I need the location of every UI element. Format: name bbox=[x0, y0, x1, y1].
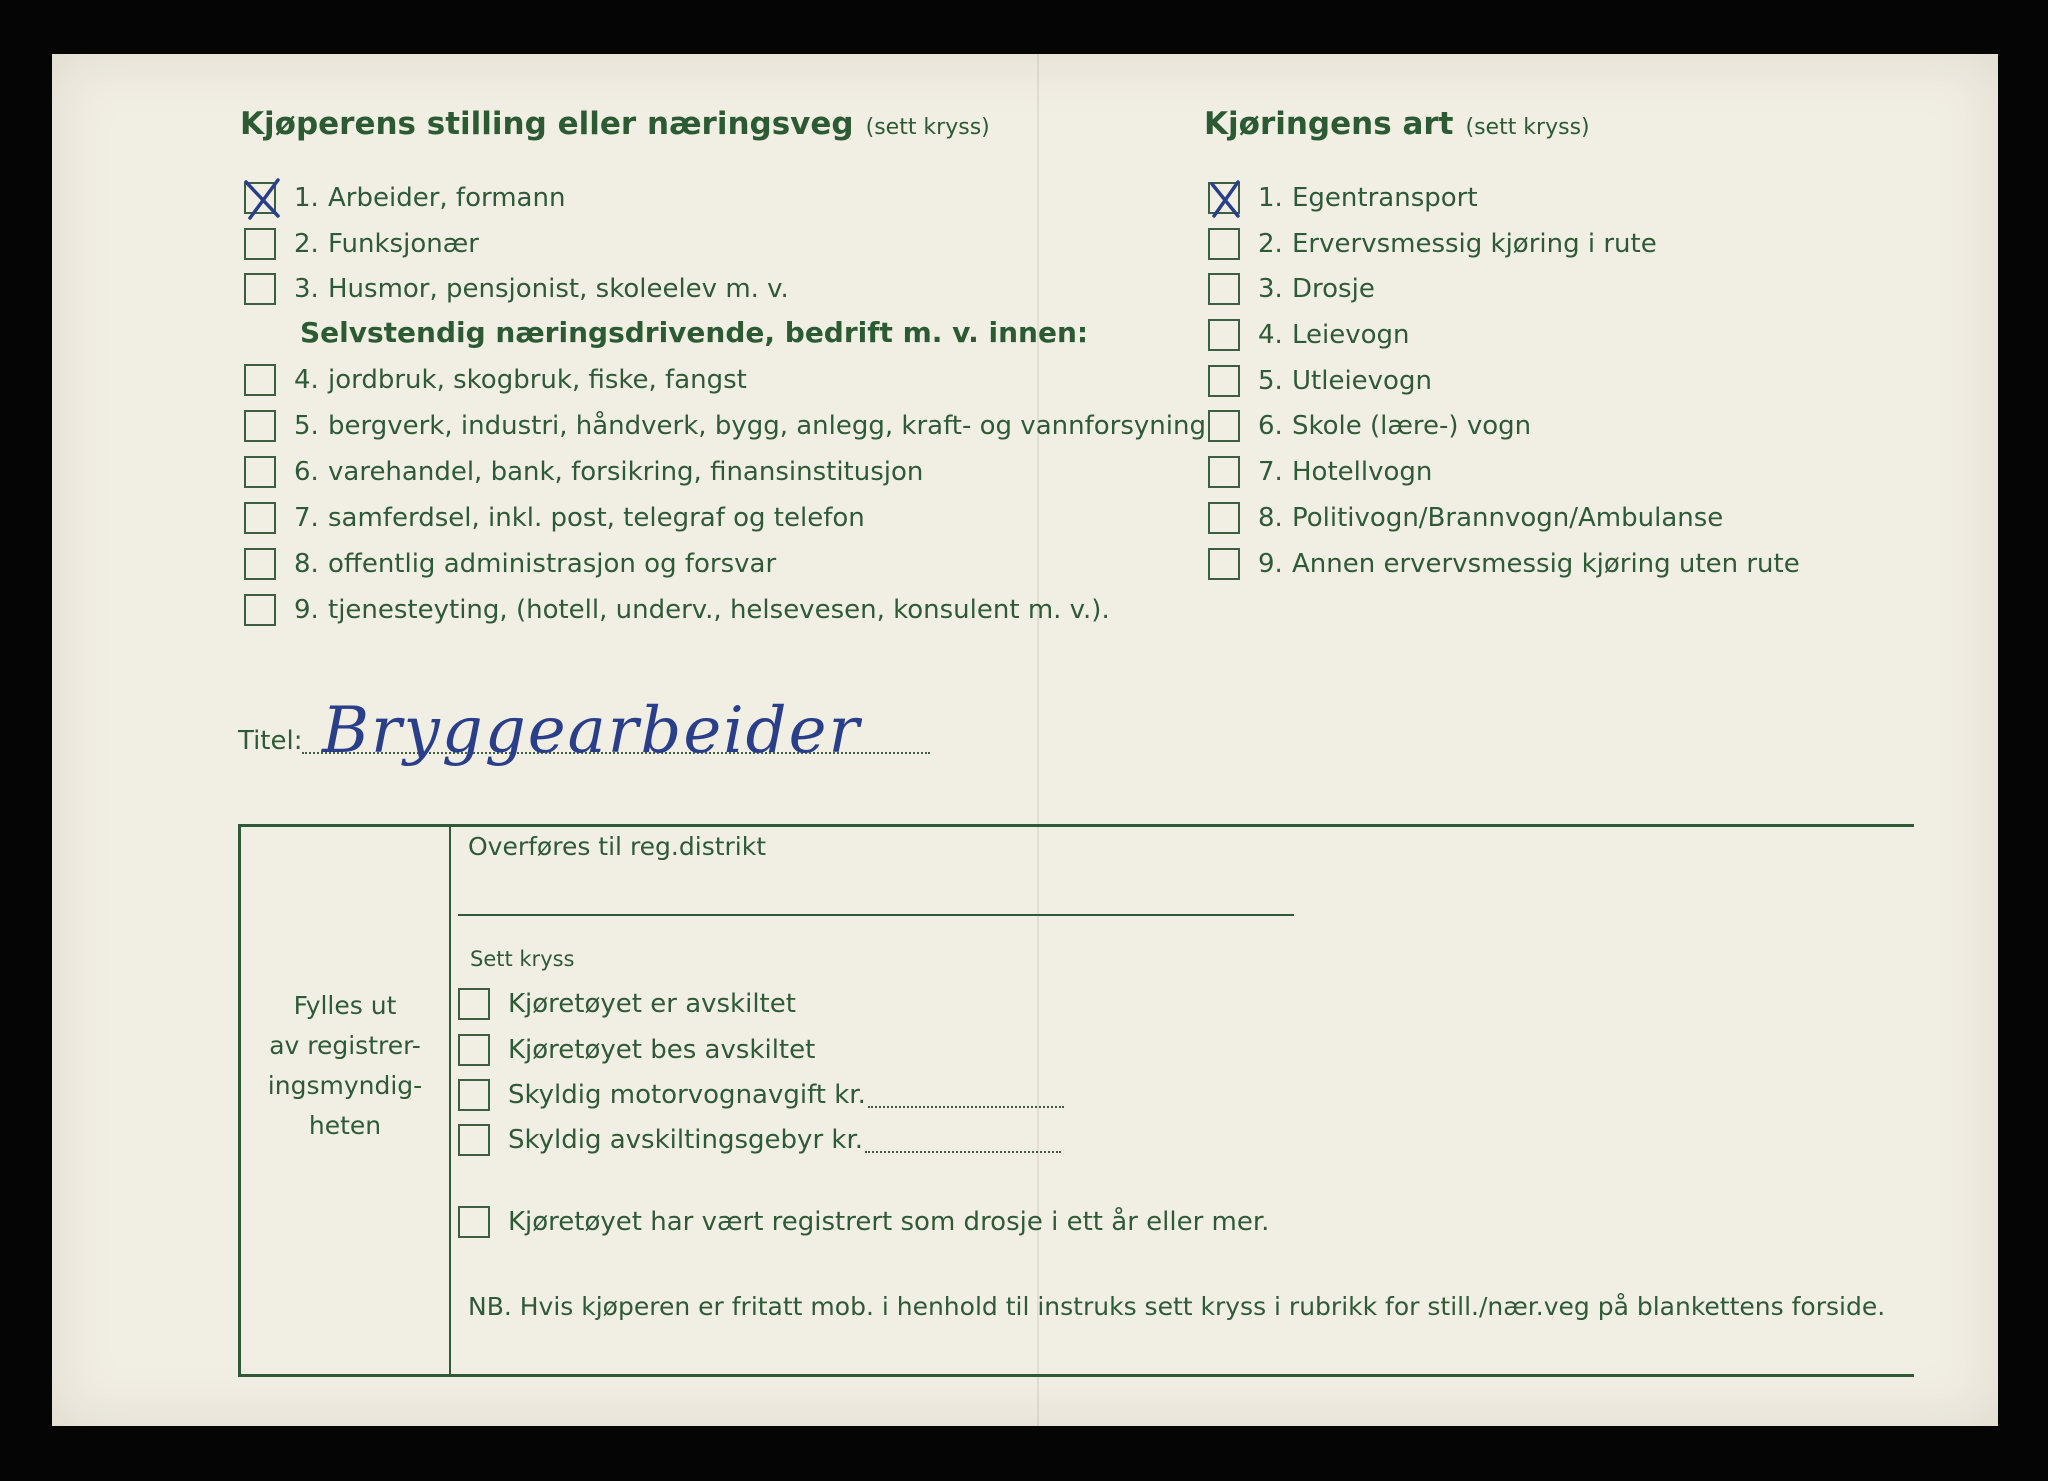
left-title-text: Kjøperens stilling eller næringsveg bbox=[240, 106, 854, 142]
titel-handwritten-value[interactable]: Bryggearbeider bbox=[322, 694, 862, 768]
registry-side-label bbox=[242, 986, 448, 1146]
checkbox[interactable] bbox=[244, 594, 276, 626]
item-number: 6. bbox=[1258, 411, 1283, 441]
box-divider bbox=[449, 824, 451, 1377]
amount-dotted-line[interactable] bbox=[865, 1127, 1061, 1153]
checkbox[interactable] bbox=[244, 182, 276, 214]
checkbox[interactable] bbox=[1208, 319, 1240, 351]
item-number: 5. bbox=[294, 411, 319, 441]
item-number: 9. bbox=[294, 595, 319, 625]
item-label: Skyldig motorvognavgift kr. bbox=[508, 1080, 866, 1110]
checkbox[interactable] bbox=[458, 1124, 490, 1156]
item-number: 8. bbox=[294, 549, 319, 579]
item-label: Leievogn bbox=[1292, 320, 1410, 350]
item-label: Kjøretøyet er avskiltet bbox=[508, 989, 796, 1019]
side-label-line: Fylles ut bbox=[293, 991, 397, 1020]
right-item-5[interactable] bbox=[1208, 361, 1432, 401]
item-label: tjenesteyting, (hotell, underv., helsevesen, konsulent m. v.). bbox=[328, 595, 1110, 625]
left-item-7[interactable] bbox=[244, 498, 865, 538]
checkbox[interactable] bbox=[1208, 456, 1240, 488]
checkbox[interactable] bbox=[1208, 410, 1240, 442]
checkbox[interactable] bbox=[458, 988, 490, 1020]
checkbox[interactable] bbox=[244, 273, 276, 305]
transfer-line[interactable] bbox=[458, 914, 1294, 916]
item-number: 4. bbox=[294, 365, 319, 395]
left-item-4[interactable] bbox=[244, 360, 747, 400]
cross-mark-icon bbox=[1204, 176, 1248, 220]
item-number: 3. bbox=[1258, 274, 1283, 304]
left-section-title bbox=[240, 106, 990, 142]
item-number: 6. bbox=[294, 457, 319, 487]
checkbox[interactable] bbox=[458, 1206, 490, 1238]
check-drosje[interactable] bbox=[458, 1202, 1269, 1242]
item-label: Politivogn/Brannvogn/Ambulanse bbox=[1292, 503, 1724, 533]
item-number: 2. bbox=[294, 229, 319, 259]
amount-dotted-line[interactable] bbox=[868, 1082, 1064, 1108]
right-title-text: Kjøringens art bbox=[1204, 106, 1454, 142]
right-item-4[interactable] bbox=[1208, 315, 1410, 355]
left-item-3[interactable] bbox=[244, 269, 789, 309]
right-item-2[interactable] bbox=[1208, 224, 1657, 264]
nb-note: NB. Hvis kjøperen er fritatt mob. i henhold til instruks sett kryss i rubrikk for still./nær.veg på blankettens forside. bbox=[468, 1292, 1886, 1321]
right-item-1[interactable] bbox=[1208, 178, 1478, 218]
right-item-3[interactable] bbox=[1208, 269, 1375, 309]
check-motorvognavgift[interactable] bbox=[458, 1075, 1064, 1115]
left-item-2[interactable] bbox=[244, 224, 479, 264]
item-label: Egentransport bbox=[1292, 183, 1478, 213]
item-number: 3. bbox=[294, 274, 319, 304]
item-label: Skole (lære-) vogn bbox=[1292, 411, 1532, 441]
item-label: Skyldig avskiltingsgebyr kr. bbox=[508, 1125, 864, 1155]
left-item-8[interactable] bbox=[244, 544, 776, 584]
item-label: Annen ervervsmessig kjøring uten rute bbox=[1292, 549, 1800, 579]
form-sheet bbox=[52, 54, 1998, 1426]
checkbox[interactable] bbox=[1208, 273, 1240, 305]
right-item-6[interactable] bbox=[1208, 406, 1531, 446]
item-label: Funksjonær bbox=[328, 229, 479, 259]
item-label: varehandel, bank, forsikring, finansinstitusjon bbox=[328, 457, 924, 487]
item-label: bergverk, industri, håndverk, bygg, anlegg, kraft- og vannforsyning bbox=[328, 411, 1206, 441]
checkbox[interactable] bbox=[1208, 365, 1240, 397]
item-label: samferdsel, inkl. post, telegraf og telefon bbox=[328, 503, 865, 533]
checkbox[interactable] bbox=[1208, 228, 1240, 260]
item-number: 7. bbox=[294, 503, 319, 533]
item-label: Kjøretøyet har vært registrert som drosje i ett år eller mer. bbox=[508, 1207, 1270, 1237]
item-number: 8. bbox=[1258, 503, 1283, 533]
item-label: Arbeider, formann bbox=[328, 183, 566, 213]
cross-mark-icon bbox=[240, 176, 284, 220]
left-item-6[interactable] bbox=[244, 452, 923, 492]
check-bes-avskiltet[interactable] bbox=[458, 1030, 815, 1070]
item-number: 1. bbox=[1258, 183, 1283, 213]
checkbox[interactable] bbox=[244, 364, 276, 396]
checkbox[interactable] bbox=[244, 456, 276, 488]
check-avskiltet[interactable] bbox=[458, 984, 796, 1024]
item-label: Husmor, pensjonist, skoleelev m. v. bbox=[328, 274, 789, 304]
box-bottom-border bbox=[238, 1374, 1914, 1377]
item-label: Hotellvogn bbox=[1292, 457, 1433, 487]
box-left-border bbox=[238, 824, 241, 1377]
side-label-line: av registrer- bbox=[269, 1031, 421, 1060]
right-item-9[interactable] bbox=[1208, 544, 1800, 584]
left-item-1[interactable] bbox=[244, 178, 565, 218]
transfer-label: Overføres til reg.distrikt bbox=[468, 832, 767, 861]
right-item-7[interactable] bbox=[1208, 452, 1432, 492]
checkbox[interactable] bbox=[244, 228, 276, 260]
side-label-line: ingsmyndig- bbox=[267, 1071, 423, 1100]
left-item-9[interactable] bbox=[244, 590, 1110, 630]
item-number: 5. bbox=[1258, 366, 1283, 396]
left-item-5[interactable] bbox=[244, 406, 1206, 446]
item-label: Ervervsmessig kjøring i rute bbox=[1292, 229, 1657, 259]
titel-label: Titel: bbox=[238, 726, 303, 756]
item-label: offentlig administrasjon og forsvar bbox=[328, 549, 777, 579]
right-item-8[interactable] bbox=[1208, 498, 1723, 538]
item-number: 9. bbox=[1258, 549, 1283, 579]
checkbox[interactable] bbox=[458, 1034, 490, 1066]
left-title-note: (sett kryss) bbox=[865, 115, 990, 140]
item-number: 4. bbox=[1258, 320, 1283, 350]
checkbox[interactable] bbox=[244, 548, 276, 580]
item-label: Utleievogn bbox=[1292, 366, 1432, 396]
item-number: 1. bbox=[294, 183, 319, 213]
item-label: Kjøretøyet bes avskiltet bbox=[508, 1035, 816, 1065]
item-number: 2. bbox=[1258, 229, 1283, 259]
checkbox[interactable] bbox=[1208, 182, 1240, 214]
checkbox[interactable] bbox=[244, 410, 276, 442]
checkbox[interactable] bbox=[1208, 548, 1240, 580]
checkbox[interactable] bbox=[458, 1079, 490, 1111]
item-label: Drosje bbox=[1292, 274, 1375, 304]
item-label: jordbruk, skogbruk, fiske, fangst bbox=[328, 365, 747, 395]
right-title-note: (sett kryss) bbox=[1465, 115, 1590, 140]
box-top-border bbox=[238, 824, 1914, 827]
item-number: 7. bbox=[1258, 457, 1283, 487]
checkbox[interactable] bbox=[1208, 502, 1240, 534]
left-subheading: Selvstendig næringsdrivende, bedrift m. v. innen: bbox=[300, 316, 1089, 349]
check-avskiltingsgebyr[interactable] bbox=[458, 1120, 1061, 1160]
check-heading: Sett kryss bbox=[470, 947, 575, 971]
side-label-line: heten bbox=[308, 1111, 382, 1140]
checkbox[interactable] bbox=[244, 502, 276, 534]
right-section-title bbox=[1204, 106, 1590, 142]
